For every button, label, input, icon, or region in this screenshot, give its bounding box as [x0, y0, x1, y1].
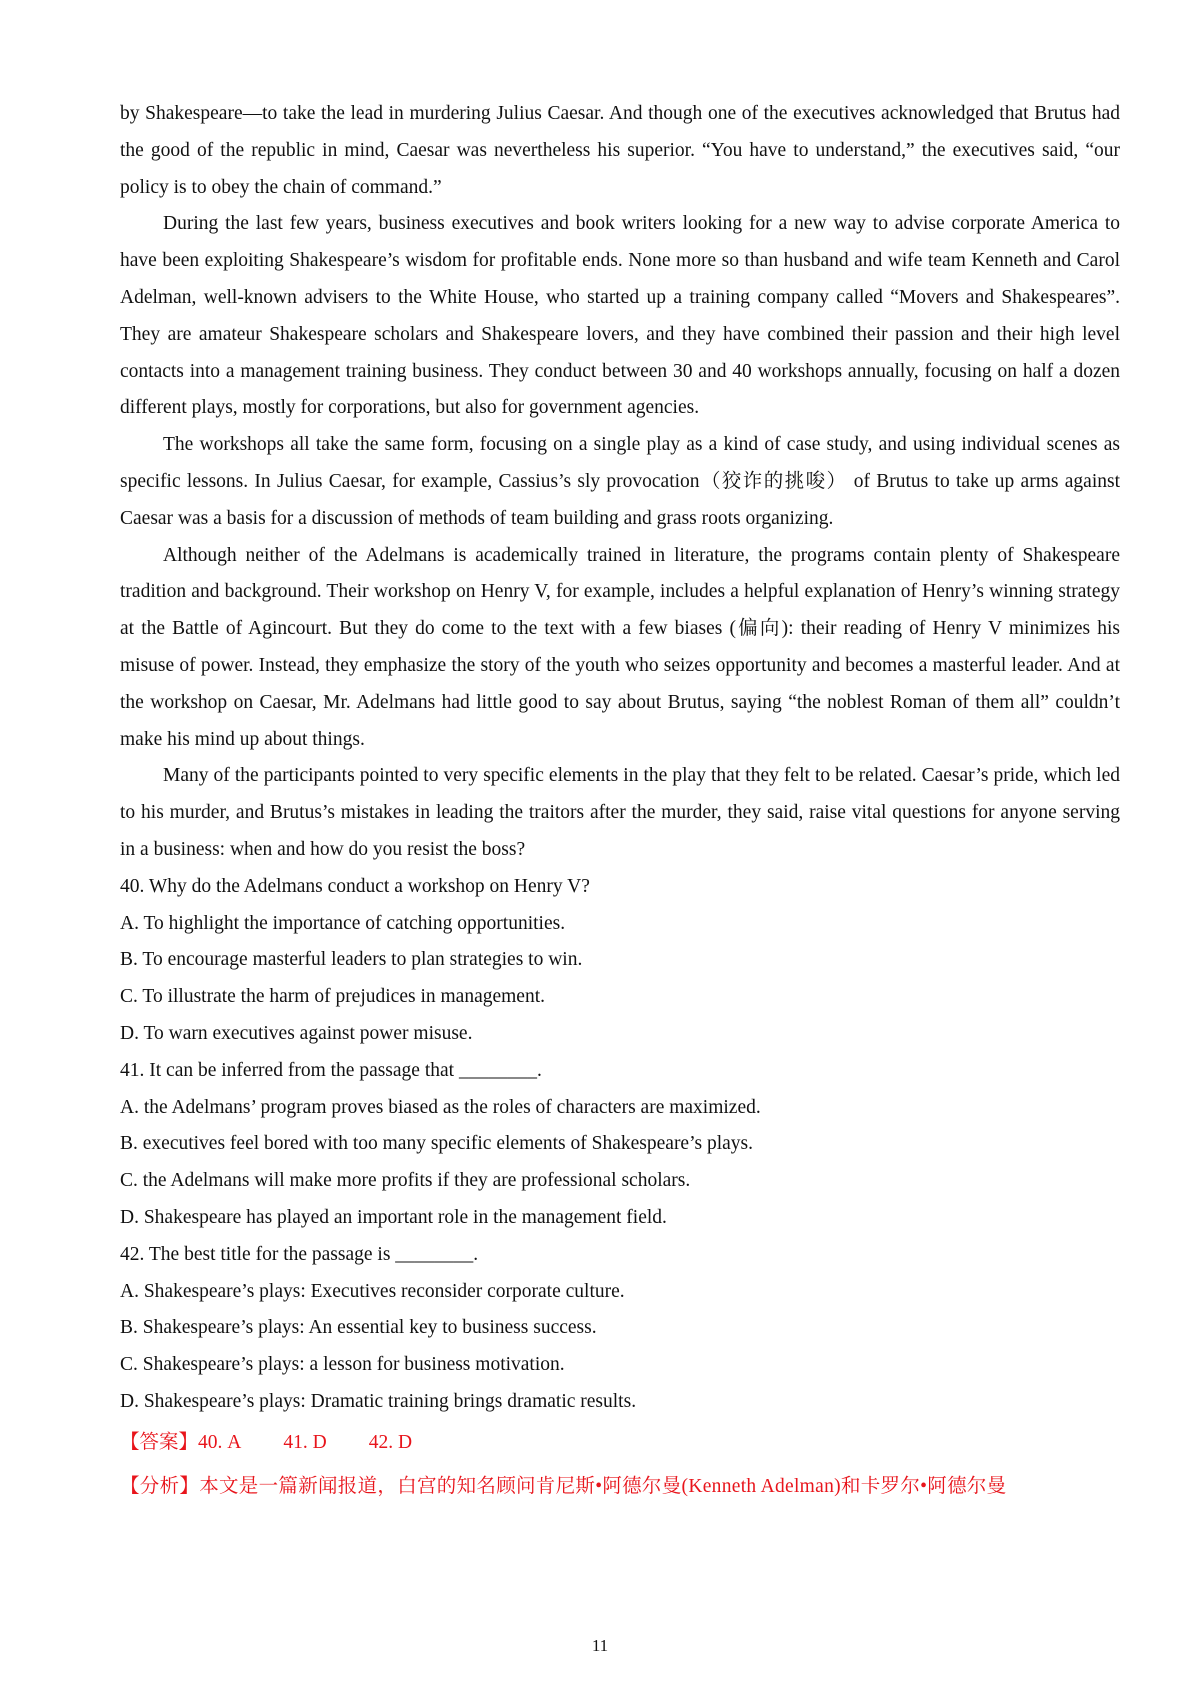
question-41: [120, 1053, 1120, 1237]
question-option: A. the Adelmans’ program proves biased as the roles of characters are maximized.: [120, 1096, 761, 1118]
question-stem: 41. It can be inferred from the passage that ________.: [120, 1059, 542, 1081]
question-option: D. To warn executives against power misuse.: [120, 1022, 473, 1044]
question-option: D. Shakespeare has played an important role in the management field.: [120, 1206, 667, 1228]
question-option: D. Shakespeare’s plays: Dramatic training brings dramatic results.: [120, 1390, 637, 1412]
question-option: A. To highlight the importance of catching opportunities.: [120, 912, 566, 934]
passage-paragraph: Although neither of the Adelmans is academically trained in literature, the programs contain plenty of Shakespeare tradition and background. Their workshop on Henry V, for example, includes a helpful explanation of Henry’s winning strategy at the Battle of Agincourt. But they do come to the text with a few biases (偏向): their reading of Henry V minimizes his misuse of power. Instead, they emphasize the story of the youth who seizes opportunity and becomes a masterful leader. And at the workshop on Caesar, Mr. Adelmans had little good to say about Brutus, saying “the noblest Roman of them all” couldn’t make his mind up about things.: [120, 544, 1120, 750]
passage-paragraph: The workshops all take the same form, focusing on a single play as a kind of case study, and using individual scenes as specific lessons. In Julius Caesar, for example, Cassius’s sly provocation（狡诈的挑唆） of Brutus to take up arms against Caesar was a basis for a discussion of methods of team building and grass roots organizing.: [120, 434, 1120, 529]
question-option: C. Shakespeare’s plays: a lesson for business motivation.: [120, 1354, 565, 1376]
passage-paragraph: Many of the participants pointed to very specific elements in the play that they felt to be related. Caesar’s pride, which led to his murder, and Brutus’s mistakes in leading the traitors after the murder, they said, raise vital questions for anyone serving in a business: when and how do you resist the boss?: [120, 765, 1120, 860]
passage-paragraph: During the last few years, business executives and book writers looking for a new way to advise corporate America to have been exploiting Shakespeare’s wisdom for profitable ends. None more so than husband and wife team Kenneth and Carol Adelman, well-known advisers to the White House, who started up a training company called “Movers and Shakespeares”. They are amateur Shakespeare scholars and Shakespeare lovers, and they have combined their passion and their high level contacts into a management training business. They conduct between 30 and 40 workshops annually, focusing on half a dozen different plays, mostly for corporations, but also for government agencies.: [120, 213, 1120, 419]
answer-item: 41. D: [283, 1431, 327, 1453]
question-option: B. executives feel bored with too many specific elements of Shakespeare’s plays.: [120, 1133, 754, 1155]
question-42: [120, 1237, 1120, 1421]
page-number: 11: [591, 1636, 609, 1655]
document-page: [120, 96, 1120, 1506]
question-option: C. To illustrate the harm of prejudices in management.: [120, 986, 545, 1008]
question-stem: 40. Why do the Adelmans conduct a workshop on Henry V?: [120, 875, 590, 897]
answer-item: 40. A: [198, 1431, 242, 1453]
question-option: B. To encourage masterful leaders to plan strategies to win.: [120, 949, 583, 971]
analysis-text: 【分析】本文是一篇新闻报道，白宫的知名顾问肯尼斯•阿德尔曼(Kenneth Adelman)和卡罗尔•阿德尔曼: [120, 1476, 1007, 1498]
question-stem: 42. The best title for the passage is ________.: [120, 1243, 479, 1265]
question-option: A. Shakespeare’s plays: Executives reconsider corporate culture.: [120, 1280, 625, 1302]
question-40: [120, 869, 1120, 1053]
answer-label: 【答案】: [120, 1431, 199, 1453]
answer-item: 42. D: [368, 1431, 413, 1453]
answer-key: [120, 1425, 1120, 1462]
passage-paragraph: by Shakespeare—to take the lead in murdering Julius Caesar. And though one of the executives acknowledged that Brutus had the good of the republic in mind, Caesar was nevertheless his superior. “You have to understand,” the executives said, “our policy is to obey the chain of command.”: [120, 103, 1120, 198]
question-option: B. Shakespeare’s plays: An essential key to business success.: [120, 1317, 597, 1339]
question-option: C. the Adelmans will make more profits if they are professional scholars.: [120, 1170, 691, 1192]
